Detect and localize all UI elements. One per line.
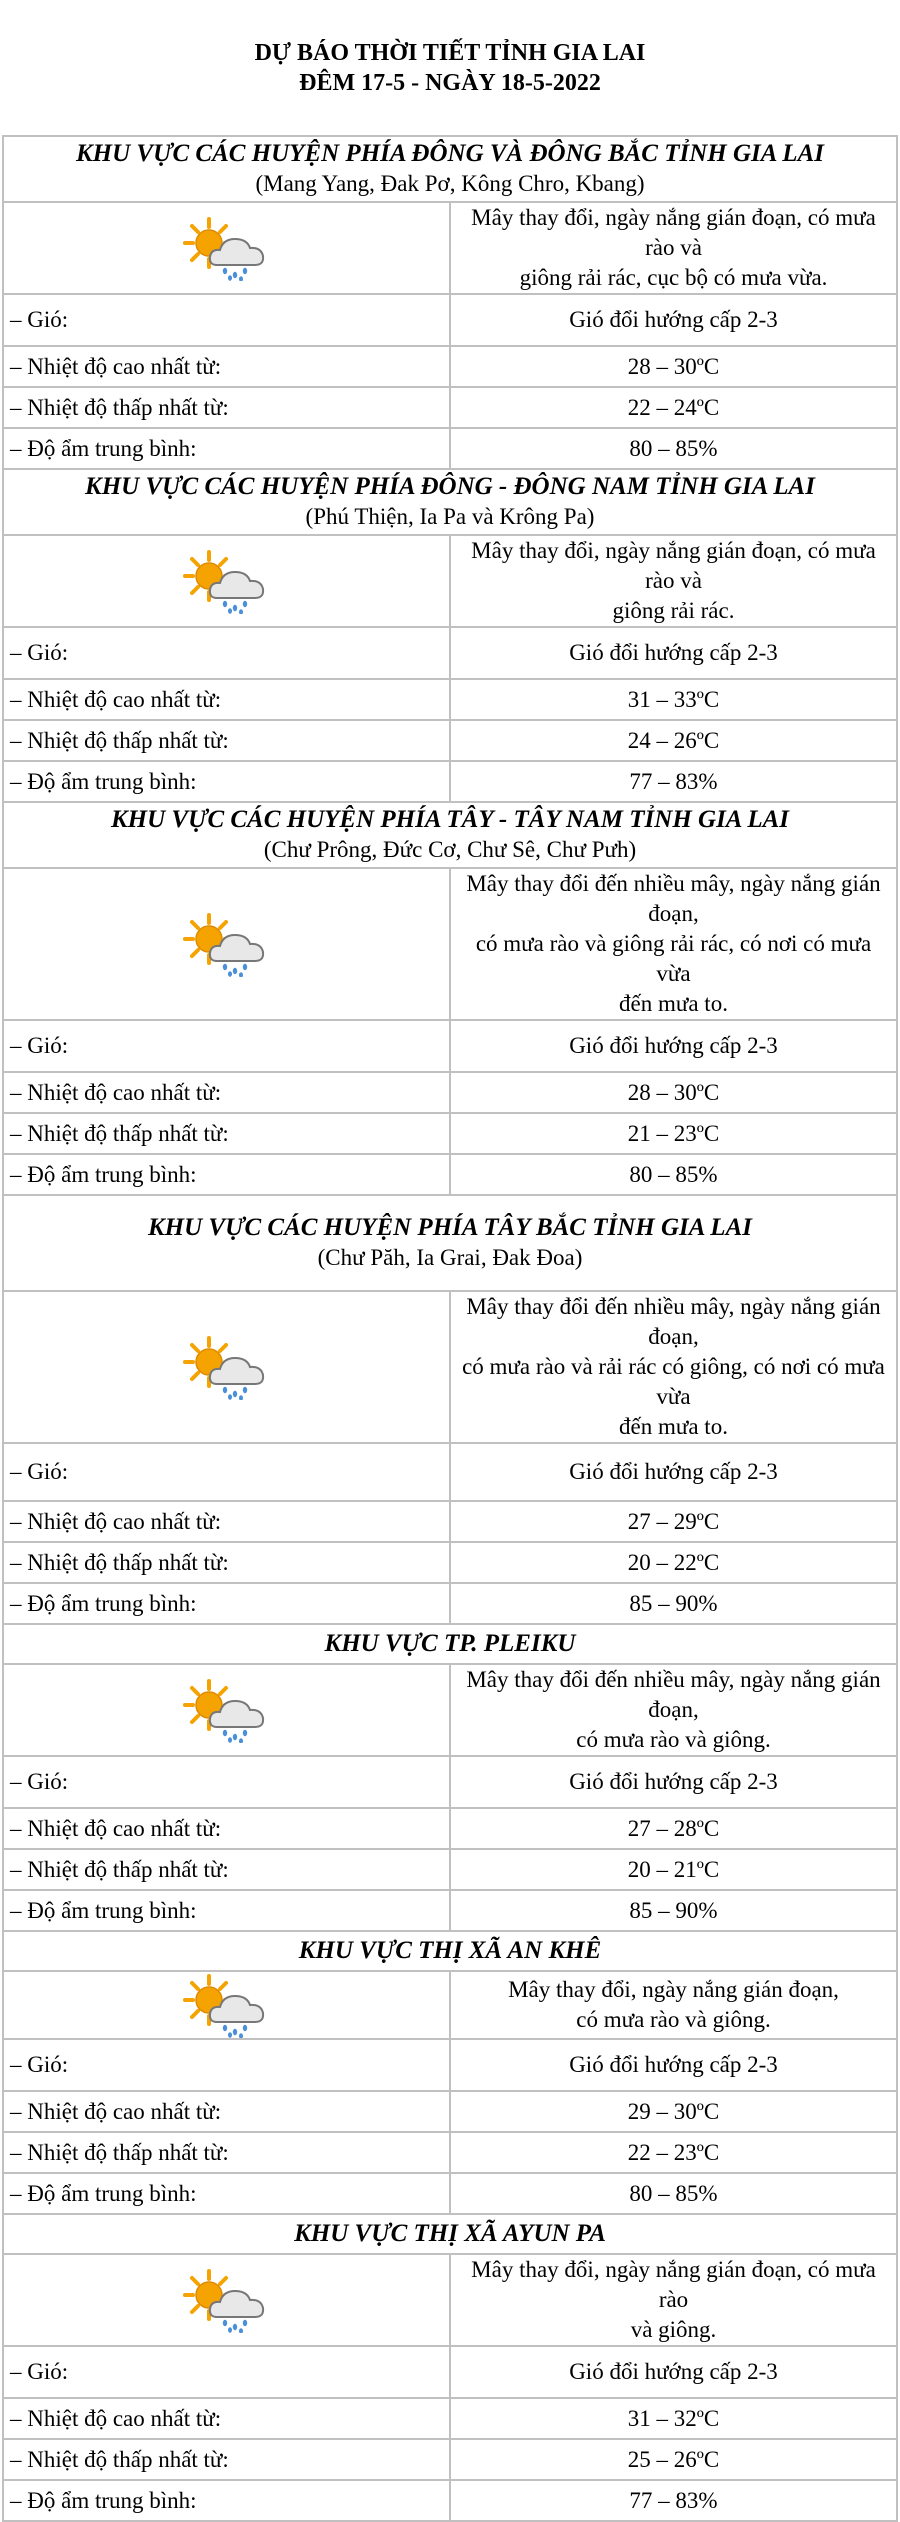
page-title (0, 38, 900, 98)
wind-value: Gió đổi hướng cấp 2-3 (450, 1020, 897, 1072)
wind-label: – Gió: (3, 1443, 450, 1501)
humidity-label: – Độ ẩm trung bình: (3, 1890, 450, 1931)
min-temp-row (3, 387, 897, 428)
wind-row (3, 2039, 897, 2091)
min-temp-label: – Nhiệt độ thấp nhất từ: (3, 2439, 450, 2480)
max-temp-label: – Nhiệt độ cao nhất từ: (3, 1501, 450, 1542)
max-temp-label: – Nhiệt độ cao nhất từ: (3, 346, 450, 387)
weather-description (450, 2254, 897, 2346)
min-temp-row (3, 1849, 897, 1890)
region-name: KHU VỰC THỊ XÃ AYUN PA (294, 2220, 606, 2247)
region-header (3, 1624, 897, 1664)
max-temp-label: – Nhiệt độ cao nhất từ: (3, 2398, 450, 2439)
sun-cloud-rain-icon (181, 1972, 273, 2038)
region-summary-row (3, 1664, 897, 1756)
min-temp-label: – Nhiệt độ thấp nhất từ: (3, 387, 450, 428)
weather-description (450, 535, 897, 627)
max-temp-row (3, 2091, 897, 2132)
sun-cloud-rain-icon (181, 911, 273, 977)
weather-icon-cell (3, 1971, 450, 2039)
min-temp-label: – Nhiệt độ thấp nhất từ: (3, 1849, 450, 1890)
description-line: có mưa rào và rải rác có giông, có nơi có mưa vừa (462, 1354, 885, 1409)
min-temp-value: 22 – 24ºC (450, 387, 897, 428)
humidity-value: 77 – 83% (450, 2480, 897, 2521)
region-name: KHU VỰC CÁC HUYỆN PHÍA ĐÔNG VÀ ĐÔNG BẮC TỈNH GIA LAI (76, 140, 824, 167)
description-line: đến mưa to. (619, 1414, 728, 1439)
description-line: đến mưa to. (619, 991, 728, 1016)
wind-row (3, 1020, 897, 1072)
region-name: KHU VỰC THỊ XÃ AN KHÊ (298, 1937, 602, 1964)
region-districts: (Chư Prông, Đức Cơ, Chư Sê, Chư Pưh) (263, 837, 637, 862)
min-temp-row (3, 1542, 897, 1583)
weather-icon-cell (3, 535, 450, 627)
max-temp-row (3, 1072, 897, 1113)
description-line: có mưa rào và giông. (576, 1727, 771, 1752)
humidity-label: – Độ ẩm trung bình: (3, 428, 450, 469)
wind-value: Gió đổi hướng cấp 2-3 (450, 2346, 897, 2398)
wind-row (3, 294, 897, 346)
title-line-1: DỰ BÁO THỜI TIẾT TỈNH GIA LAI (254, 40, 646, 66)
description-line: Mây thay đổi, ngày nắng gián đoạn, có mưa rào và (471, 538, 876, 593)
min-temp-row (3, 1113, 897, 1154)
region-districts: (Chư Păh, Ia Grai, Đak Đoa) (317, 1245, 583, 1270)
humidity-label: – Độ ẩm trung bình: (3, 1154, 450, 1195)
description-line: Mây thay đổi, ngày nắng gián đoạn, (508, 1977, 839, 2002)
region-districts: (Mang Yang, Đak Pơ, Kông Chro, Kbang) (255, 171, 645, 196)
humidity-value: 80 – 85% (450, 428, 897, 469)
wind-value: Gió đổi hướng cấp 2-3 (450, 627, 897, 679)
max-temp-label: – Nhiệt độ cao nhất từ: (3, 679, 450, 720)
sun-cloud-rain-icon (181, 215, 273, 281)
humidity-label: – Độ ẩm trung bình: (3, 2480, 450, 2521)
weather-description (450, 868, 897, 1020)
humidity-value: 80 – 85% (450, 1154, 897, 1195)
region-name: KHU VỰC TP. PLEIKU (324, 1630, 576, 1657)
region-districts: (Phú Thiện, Ia Pa và Krông Pa) (305, 504, 595, 529)
wind-label: – Gió: (3, 627, 450, 679)
sun-cloud-rain-icon (181, 548, 273, 614)
min-temp-label: – Nhiệt độ thấp nhất từ: (3, 2132, 450, 2173)
wind-row (3, 2346, 897, 2398)
min-temp-value: 24 – 26ºC (450, 720, 897, 761)
region-name: KHU VỰC CÁC HUYỆN PHÍA TÂY - TÂY NAM TỈNH GIA LAI (110, 806, 790, 833)
wind-value: Gió đổi hướng cấp 2-3 (450, 1756, 897, 1808)
max-temp-row (3, 679, 897, 720)
max-temp-row (3, 2398, 897, 2439)
description-line: có mưa rào và giông rải rác, có nơi có mưa vừa (475, 931, 872, 986)
description-line: giông rải rác. (612, 598, 735, 623)
min-temp-label: – Nhiệt độ thấp nhất từ: (3, 1113, 450, 1154)
region-header-row (3, 1195, 897, 1291)
min-temp-label: – Nhiệt độ thấp nhất từ: (3, 720, 450, 761)
humidity-row (3, 428, 897, 469)
description-line: Mây thay đổi, ngày nắng gián đoạn, có mưa rào và (471, 205, 876, 260)
title-line-2: ĐÊM 17-5 - NGÀY 18-5-2022 (299, 70, 601, 96)
description-line: giông rải rác, cục bộ có mưa vừa. (519, 265, 828, 290)
description-line: và giông. (630, 2317, 717, 2342)
region-header (3, 1195, 897, 1291)
weather-icon-cell (3, 1664, 450, 1756)
sun-cloud-rain-icon (181, 2267, 273, 2333)
wind-label: – Gió: (3, 2039, 450, 2091)
wind-label: – Gió: (3, 1020, 450, 1072)
min-temp-value: 20 – 22ºC (450, 1542, 897, 1583)
wind-value: Gió đổi hướng cấp 2-3 (450, 2039, 897, 2091)
wind-label: – Gió: (3, 2346, 450, 2398)
min-temp-value: 25 – 26ºC (450, 2439, 897, 2480)
region-header-row (3, 136, 897, 202)
region-summary-row (3, 1291, 897, 1443)
max-temp-row (3, 1501, 897, 1542)
min-temp-value: 20 – 21ºC (450, 1849, 897, 1890)
region-header (3, 469, 897, 535)
weather-icon-cell (3, 868, 450, 1020)
humidity-row (3, 2173, 897, 2214)
weather-description (450, 1971, 897, 2039)
wind-label: – Gió: (3, 1756, 450, 1808)
weather-icon-cell (3, 202, 450, 294)
description-line: Mây thay đổi, ngày nắng gián đoạn, có mưa rào (471, 2257, 876, 2312)
region-summary-row (3, 535, 897, 627)
humidity-label: – Độ ẩm trung bình: (3, 761, 450, 802)
wind-row (3, 627, 897, 679)
region-header-row (3, 2214, 897, 2254)
description-line: Mây thay đổi đến nhiều mây, ngày nắng gián đoạn, (466, 871, 881, 926)
region-header-row (3, 1931, 897, 1971)
description-line: có mưa rào và giông. (576, 2007, 771, 2032)
weather-description (450, 202, 897, 294)
weather-description (450, 1664, 897, 1756)
humidity-label: – Độ ẩm trung bình: (3, 1583, 450, 1624)
min-temp-row (3, 2132, 897, 2173)
max-temp-label: – Nhiệt độ cao nhất từ: (3, 1808, 450, 1849)
min-temp-label: – Nhiệt độ thấp nhất từ: (3, 1542, 450, 1583)
weather-description (450, 1291, 897, 1443)
description-line: Mây thay đổi đến nhiều mây, ngày nắng gián đoạn, (466, 1667, 881, 1722)
wind-row (3, 1756, 897, 1808)
forecast-table (2, 135, 898, 2522)
region-header-row (3, 1624, 897, 1664)
wind-value: Gió đổi hướng cấp 2-3 (450, 1443, 897, 1501)
wind-value: Gió đổi hướng cấp 2-3 (450, 294, 897, 346)
humidity-value: 77 – 83% (450, 761, 897, 802)
max-temp-value: 27 – 29ºC (450, 1501, 897, 1542)
humidity-row (3, 1154, 897, 1195)
humidity-label: – Độ ẩm trung bình: (3, 2173, 450, 2214)
region-header (3, 2214, 897, 2254)
description-line: Mây thay đổi đến nhiều mây, ngày nắng gián đoạn, (466, 1294, 881, 1349)
region-name: KHU VỰC CÁC HUYỆN PHÍA ĐÔNG - ĐÔNG NAM TỈNH GIA LAI (85, 473, 815, 500)
max-temp-value: 28 – 30ºC (450, 1072, 897, 1113)
max-temp-value: 29 – 30ºC (450, 2091, 897, 2132)
region-summary-row (3, 202, 897, 294)
sun-cloud-rain-icon (181, 1677, 273, 1743)
sun-cloud-rain-icon (181, 1334, 273, 1400)
humidity-value: 85 – 90% (450, 1890, 897, 1931)
humidity-value: 85 – 90% (450, 1583, 897, 1624)
region-summary-row (3, 1971, 897, 2039)
max-temp-row (3, 1808, 897, 1849)
region-header (3, 136, 897, 202)
max-temp-label: – Nhiệt độ cao nhất từ: (3, 1072, 450, 1113)
max-temp-value: 27 – 28ºC (450, 1808, 897, 1849)
max-temp-value: 31 – 33ºC (450, 679, 897, 720)
humidity-value: 80 – 85% (450, 2173, 897, 2214)
min-temp-row (3, 2439, 897, 2480)
max-temp-value: 28 – 30ºC (450, 346, 897, 387)
min-temp-value: 21 – 23ºC (450, 1113, 897, 1154)
humidity-row (3, 1890, 897, 1931)
region-name: KHU VỰC CÁC HUYỆN PHÍA TÂY BẮC TỈNH GIA LAI (148, 1214, 752, 1241)
region-summary-row (3, 2254, 897, 2346)
region-header-row (3, 802, 897, 868)
min-temp-value: 22 – 23ºC (450, 2132, 897, 2173)
region-summary-row (3, 868, 897, 1020)
weather-icon-cell (3, 2254, 450, 2346)
region-header (3, 1931, 897, 1971)
weather-icon-cell (3, 1291, 450, 1443)
wind-label: – Gió: (3, 294, 450, 346)
max-temp-value: 31 – 32ºC (450, 2398, 897, 2439)
humidity-row (3, 1583, 897, 1624)
wind-row (3, 1443, 897, 1501)
region-header-row (3, 469, 897, 535)
max-temp-row (3, 346, 897, 387)
humidity-row (3, 2480, 897, 2521)
min-temp-row (3, 720, 897, 761)
humidity-row (3, 761, 897, 802)
max-temp-label: – Nhiệt độ cao nhất từ: (3, 2091, 450, 2132)
region-header (3, 802, 897, 868)
